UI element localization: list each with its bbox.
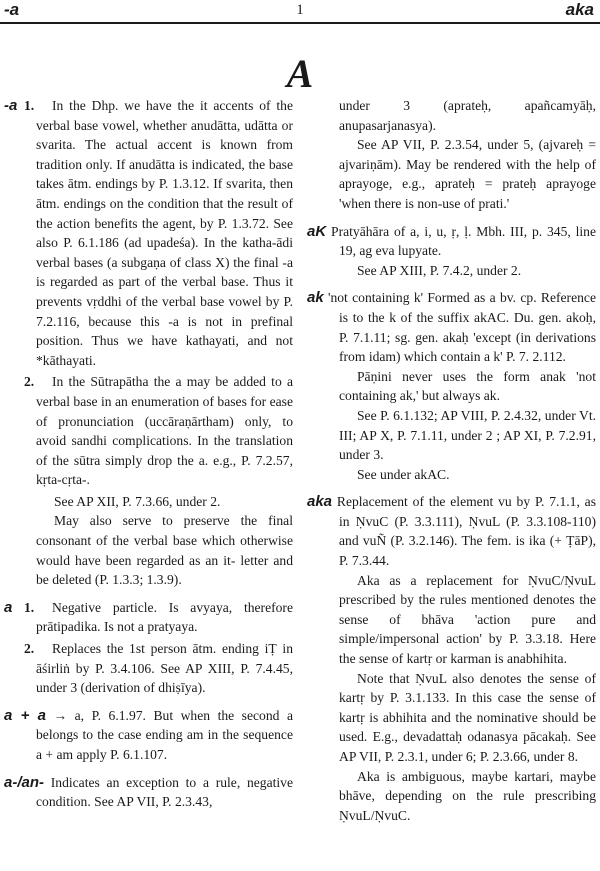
entry-aka-body [307, 492, 596, 570]
item-number: 1. [24, 98, 35, 113]
running-head [0, 0, 600, 22]
entry-a-item-1 [4, 598, 293, 637]
entry-text: 'not containing k' Formed as a bv. cp. Reference is to the k of the suffix akAC. Du. gen. akoḥ, P. 7.1.11; sg. gen. akaḥ 'except (in derivations from idam) which contain a k' P. 7. 2.112. [328, 290, 596, 365]
page-number: 1 [296, 2, 304, 18]
left-column [4, 96, 293, 820]
note-paragraph: Pāṇini never uses the form anak 'not containing ak,' but always ak. [339, 368, 596, 404]
entry-a-item-2 [4, 639, 293, 698]
paragraph-3: Note that ṆvuL also denotes the sense of kartṛ by P. 3.1.133. In this case the sense of kartṛ is abhihita and the nominative should be used. E.g., devadattaḥ odanasya pācakaḥ. See AP VII, P. 2.3.1, under 6; P. 2.3.66, under 8. [339, 670, 596, 764]
cross-reference: See P. 6.1.132; AP VIII, P. 2.4.32, under Vt. III; AP X, P. 7.1.11, under 2 ; AP XI, P. 7.2.91, under 3. [339, 407, 596, 463]
headword: a [4, 598, 13, 616]
item-text: In the Dhp. we have the it accents of the verbal base vowel, whether anudātta, udātta or svarita. The actual accent is known from tradition only. If anudātta is indicated, the base takes ātm. endings by P. 1.3.12. If svarita, then ātm. endings on the condition that the result of the action benefits the agent, by P. 1.3.72. See also P. 6.1.186 (ad upadeśa). In the katha-ādi verbal bases (a subgaṇa of class X) the final -a is regarded as part of the verbal base. Thus it prevents vṛddhi of the verbal base vowel by P. 7.2.116, because this -a is not in prefinal position. Thus we have kathayati, and not *kāthayati. [36, 98, 293, 368]
item-text: In the Sūtrapātha the a may be added to a verbal base in an enumeration of bases for ease of pronunciation (uccāraṇārtham) only, to avoid sandhi complications. In the translation of the sūtra simply drop the a. e.g., P. 7.2.57, kṛta-cṛta-. [36, 374, 293, 488]
entry-ak [307, 288, 596, 484]
headword: -a [4, 97, 18, 114]
continuation-text: under 3 (aprateḥ, apañcamyāḥ, anupasarjanasya). [339, 98, 596, 133]
headword: aka [307, 493, 333, 511]
headword: aK [307, 222, 327, 240]
right-column [307, 96, 596, 833]
cross-reference-2: See under akAC. [357, 466, 450, 482]
left-guide-word: -a [4, 0, 20, 19]
item-number: 2. [24, 374, 35, 390]
headword: ak [307, 289, 324, 307]
entry-a-plus-a [4, 706, 293, 765]
entry-text: Replacement of the element vu by P. 7.1.1, as in ṆvuC (P. 3.3.111), ṆvuL (P. 3.3.108-110) and vuÑ (P. 3.2.146). The fem. is ika (+ ṬāP), P. 7.3.44. [336, 494, 596, 569]
continuation-note: See AP VII, P. 2.3.54, under 5, (ajvareḥ = ajvariṇām). May be rendered with the help of aprayoge, e.g., aprateḥ = prateḥ aprayoge 'when there is non-use of prati.' [339, 137, 596, 211]
headword: a + a [4, 706, 47, 724]
entry-ak-body [307, 288, 596, 366]
section-letter: A [286, 51, 314, 96]
note-paragraph: May also serve to preserve the final consonant of the verbal base which otherwise would have been regarded as an it- letter and be deleted (P. 1.3.3; 1.3.9). [36, 513, 293, 588]
entry-a-an [4, 773, 293, 812]
entry-a-dash-item-2 [4, 372, 293, 490]
entry-aK-body [307, 222, 596, 261]
cross-reference: See AP XII, P. 7.3.66, under 2. [54, 493, 221, 509]
item-number: 1. [24, 599, 35, 615]
item-text: Negative particle. Is avyaya, therefore prātipadika. Is not a pratyaya. [36, 599, 293, 635]
entry-a [4, 598, 293, 698]
headword: a-/an- [4, 773, 45, 791]
paragraph-4: Aka is ambiguous, maybe kartari, maybe bhāve, depending on the rule prescribing ṆvuL/ṆvuC. [339, 768, 596, 823]
right-guide-word: aka [565, 0, 594, 19]
continuation [307, 96, 596, 214]
entry-text: Indicates an exception to a rule, negative condition. See AP VII, P. 2.3.43, [36, 774, 294, 810]
cross-reference: See AP XIII, P. 7.4.2, under 2. [357, 262, 522, 278]
entry-text: → a, P. 6.1.97. But when the second a belongs to the case ending am in the sequence a + am apply P. 6.1.107. [36, 707, 293, 762]
entry-aK [307, 222, 596, 281]
header-rule [0, 22, 600, 24]
entry-aka [307, 492, 596, 825]
entry-a-dash-item-1 [4, 96, 293, 370]
item-text: Replaces the 1st person ātm. ending iṬ in āśirliṅ by P. 3.4.106. See AP XIII, P. 7.4.45, under 3 (derivation of dhiṣīya). [36, 641, 293, 696]
paragraph-2: Aka as a replacement for ṆvuC/ṆvuL prescribed by the rules mentioned denotes the sense of bhāva 'action pure and simple/impersonal action' by P. 3.3.18. Here the sense of kartṛ or karman is anabhihita. [339, 572, 596, 667]
entry-text: Pratyāhāra of a, i, u, ṛ, ḷ. Mbh. III, p. 345, line 19, ag eva lupyate. [331, 223, 596, 259]
item-number: 2. [24, 641, 35, 657]
entry-a-dash [4, 96, 293, 590]
